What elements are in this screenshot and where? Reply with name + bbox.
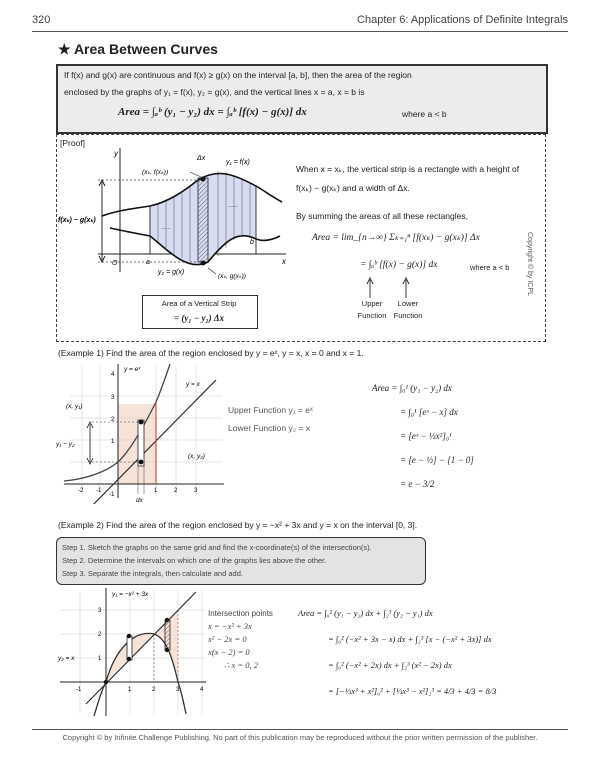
ex2-ytick: 1 <box>98 656 102 662</box>
example2-solution-line: = ∫₀² (−x² + 2x) dx + ∫₂³ (x² − 2x) dx <box>328 660 452 670</box>
proof-label: [Proof] <box>60 138 86 148</box>
ex2-xtick: 2 <box>152 687 156 693</box>
ex1-label-yx: y = x <box>186 381 200 388</box>
ex2-point <box>104 680 108 684</box>
example1-solution <box>372 376 474 496</box>
footer-rule <box>32 729 568 730</box>
ex2-ytick: 3 <box>98 608 102 614</box>
intersection-line: ∴ x = 0, 2 <box>224 660 259 670</box>
proof-x-label: x <box>282 257 286 266</box>
ex2-xtick: 3 <box>176 687 180 693</box>
proof-y2-label: y₂ = g(x) <box>158 269 185 276</box>
intersection-block <box>208 608 273 672</box>
ex1-label-p1: (x, y₁) <box>66 403 83 410</box>
proof-top-point-label: (xₖ, f(xₖ)) <box>142 169 169 176</box>
header-rule <box>32 31 568 32</box>
example2-title: (Example 2) Find the area of the region enclosed by y = −x² + 3x and y = x on the interval [0, 3]. <box>58 520 418 530</box>
ex2-strip-2 <box>165 620 170 650</box>
ex2-point <box>165 648 169 652</box>
proof-bottom-point-label: (xₖ, g(xₖ)) <box>218 273 246 280</box>
proof-text-1: When x = xₖ, the vertical strip is a rectangle with a height of f(xₖ) − g(xₖ) and a width of Δx. <box>296 164 520 193</box>
ex2-xtick: 4 <box>200 687 204 693</box>
strip-caption-title: Area of a Vertical Strip <box>161 299 237 308</box>
step-1: Step 1. Sketch the graphs on the same grid and find the x-coordinate(s) of the intersection(s). <box>62 543 372 552</box>
ex2-point <box>165 618 169 622</box>
example2-solution-line: = ∫₀² (−x² + 3x − x) dx + ∫₂³ [x − (−x² + 3x)] dx <box>328 634 492 644</box>
section-title-text: Area Between Curves <box>73 41 218 57</box>
ex1-label-exp: y = eˣ <box>124 366 141 373</box>
proof-eq-2-where: where a < b <box>470 263 510 272</box>
theorem-formula: Area = ∫ₐᵇ (y₁ − y₂) dx = ∫ₐᵇ [f(x) − g(x)] dx <box>118 106 307 118</box>
step-2: Step 2. Determine the intervals on which one of the graphs lies above the other. <box>62 556 327 565</box>
example1-solution-line: = ∫₀¹ [eˣ − x] dx <box>400 407 458 417</box>
ex1-point-lower <box>139 460 144 465</box>
ex1-xtick: -1 <box>96 488 102 494</box>
ex1-xtick: 2 <box>174 488 178 494</box>
ex2-xtick: 1 <box>128 687 132 693</box>
ex1-ytick: 1 <box>111 439 115 445</box>
ex1-label-dx: dx <box>136 497 143 504</box>
ex1-strip <box>138 420 144 466</box>
intersection-line: x(x − 2) = 0 <box>208 647 250 657</box>
ex1-label-diff: y₁ − y₂ <box>56 441 75 448</box>
proof-origin-label: O <box>112 260 118 267</box>
page-number: 320 <box>32 14 51 26</box>
ex1-ytick: 3 <box>111 395 115 401</box>
example2-solution-line: Area = ∫₀² (y₁ − y₂) dx + ∫₂³ (y₂ − y₁) dx <box>298 608 433 618</box>
ex1-label-p2: (x, y₂) <box>188 453 205 460</box>
side-copyright: Copyright © by ICPL <box>526 232 533 296</box>
proof-dots-right: ····· <box>228 204 238 210</box>
ex1-region <box>118 404 156 484</box>
theorem-line-2: enclosed by the graphs of y₁ = f(x), y₂ = g(x), and the vertical lines x = a, x = b is <box>64 87 365 97</box>
proof-dx-label: Δx <box>197 155 206 162</box>
proof-dots-left: ····· <box>161 226 171 232</box>
example2-solution <box>298 600 548 704</box>
theorem-where: where a < b <box>402 109 447 119</box>
ex2-point <box>127 657 131 661</box>
example1-solution-line: = [e − ½] − [1 − 0] <box>400 455 474 465</box>
upper-function-label: Upper Function <box>357 299 387 320</box>
proof-eq-2: = ∫ₐᵇ [f(x) − g(x)] dx <box>360 260 438 270</box>
star-icon: ★ <box>58 41 71 57</box>
ex2-x-ticks <box>76 687 204 693</box>
ex1-point-upper <box>139 420 144 425</box>
example1-solution-line: Area = ∫₀¹ (y₁ − y₂) dx <box>372 383 452 393</box>
proof-y-label: y <box>114 149 118 158</box>
proof-b-label: b <box>250 239 254 246</box>
proof-point-bottom <box>201 261 206 266</box>
strip-caption-formula: = (y₁ − y₂) Δx <box>174 313 224 323</box>
steps-list <box>62 541 422 580</box>
example1-solution-line: = e − 3/2 <box>400 479 435 489</box>
example1-lower: Lower Function y₂ = x <box>228 423 310 433</box>
chapter-title: Chapter 6: Applications of Definite Integrals <box>357 14 568 26</box>
intersection-line: x² − 2x = 0 <box>208 634 247 644</box>
ex1-y-ticks <box>109 372 115 498</box>
ex1-ytick: 4 <box>111 372 115 378</box>
proof-function-arrows <box>360 276 420 298</box>
ex1-ytick: 2 <box>111 417 115 423</box>
ex1-xtick: 1 <box>154 488 158 494</box>
intersection-line: x = −x² + 3x <box>208 621 252 631</box>
ex2-strip-1 <box>127 636 132 660</box>
proof-point-top <box>201 177 206 182</box>
example1-graph <box>56 362 226 504</box>
ex1-xtick: -2 <box>78 488 84 494</box>
ex2-point <box>127 634 131 638</box>
proof-height-label: f(xₖ) − g(xₖ) <box>58 217 96 224</box>
intersection-title: Intersection points <box>208 609 273 618</box>
ex2-y-ticks <box>98 608 102 662</box>
ex1-xtick: 3 <box>194 488 198 494</box>
example1-solution-line: = [eˣ − ½x²]₀¹ <box>400 431 452 441</box>
section-title <box>58 41 218 58</box>
example2-graph <box>56 586 206 718</box>
example1-upper: Upper Function y₁ = eˣ <box>228 405 313 415</box>
ex2-label-y2: y₂ = x <box>58 655 75 662</box>
proof-text-2: By summing the areas of all these rectangles, <box>296 211 468 221</box>
footer-copyright: Copyright © by Infinite Challenge Publishing. No part of this publication may be reproduced without the prior written permission of the publisher. <box>62 733 538 742</box>
proof-y1-label: y₁ = f(x) <box>226 159 250 166</box>
ex1-ytick: -1 <box>109 492 115 498</box>
example2-solution-line: = [−⅓x³ + x²]₀² + [⅓x³ − x²]₂³ = 4/3 + 4/3 = 8/3 <box>328 686 497 696</box>
proof-graph <box>58 144 290 282</box>
proof-eq-1: Area = lim_{n→∞} Σₖ₌₁ⁿ [f(xₖ) − g(xₖ)] Δx <box>312 233 480 243</box>
lower-function-label: Lower Function <box>393 299 423 320</box>
proof-leader-bottom <box>208 268 216 274</box>
proof-hatched-strip <box>198 178 208 262</box>
theorem-line-1: If f(x) and g(x) are continuous and f(x) ≥ g(x) on the interval [a, b], then the area of the region <box>64 70 412 80</box>
ex2-ytick: 2 <box>98 632 102 638</box>
proof-leader-top <box>190 172 201 177</box>
proof-a-label: a <box>146 259 150 266</box>
example1-title: (Example 1) Find the area of the region enclosed by y = eˣ, y = x, x = 0 and x = 1. <box>58 348 364 358</box>
step-3: Step 3. Separate the integrals, then calculate and add. <box>62 569 243 578</box>
ex2-label-y1: y₁ = −x² + 3x <box>112 591 149 598</box>
ex2-xtick: -1 <box>76 687 82 693</box>
